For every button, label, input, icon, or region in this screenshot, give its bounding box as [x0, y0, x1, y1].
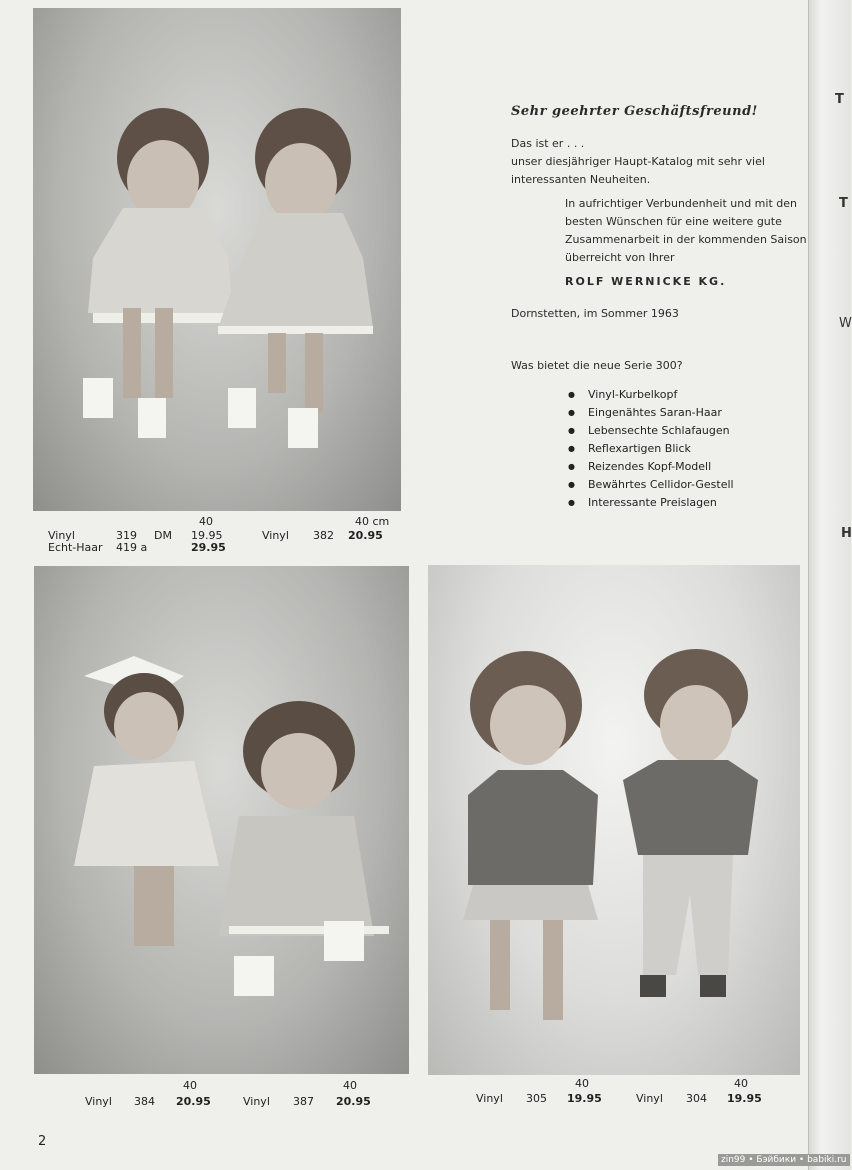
feature-item: ● Vinyl-Kurbelkopf: [568, 386, 734, 404]
photo-dolls-319-382: [33, 8, 401, 511]
caption-article-no: 319: [116, 529, 137, 542]
caption-size: 40: [575, 1077, 589, 1090]
company-name: ROLF WERNICKE KG.: [565, 275, 727, 288]
caption-size: 40 cm: [355, 515, 390, 528]
letter-line: interessanten Neuheiten.: [511, 173, 651, 186]
adjacent-page-edge: [808, 0, 851, 1170]
caption-material: Echt-Haar: [48, 541, 103, 554]
doll-illustration: [34, 566, 409, 1074]
feature-item: ● Reflexartigen Blick: [568, 440, 734, 458]
feature-item: ● Lebensechte Schlafaugen: [568, 422, 734, 440]
caption-size: 40: [734, 1077, 748, 1090]
photo-dolls-384-387: [34, 566, 409, 1074]
features-question: Was bietet die neue Serie 300?: [511, 359, 683, 372]
caption-material: Vinyl: [48, 529, 75, 542]
feature-item: ● Eingenähtes Saran-Haar: [568, 404, 734, 422]
caption-size: 40: [183, 1079, 197, 1092]
photo-dolls-305-304: [428, 565, 800, 1075]
caption-price: 20.95: [336, 1095, 371, 1108]
caption-material: Vinyl: [85, 1095, 112, 1108]
edge-letter: T: [839, 196, 848, 211]
caption-price: 19.95: [567, 1092, 602, 1105]
caption-article-no: 305: [526, 1092, 547, 1105]
caption-size: 40: [343, 1079, 357, 1092]
caption-article-no: 419 a: [116, 541, 148, 554]
caption-price: 19.95: [191, 529, 223, 542]
caption-material: Vinyl: [476, 1092, 503, 1105]
page-number: 2: [38, 1134, 47, 1149]
place-date: Dornstetten, im Sommer 1963: [511, 307, 679, 320]
caption-material: Vinyl: [636, 1092, 663, 1105]
letter-line: unser diesjähriger Haupt-Katalog mit sehr viel: [511, 155, 765, 168]
caption-material: Vinyl: [262, 529, 289, 542]
letter-line: besten Wünschen für eine weitere gute: [565, 215, 782, 228]
feature-item: ● Interessante Preislagen: [568, 494, 734, 512]
edge-letter: W: [839, 316, 852, 331]
feature-list: [568, 386, 734, 512]
caption-size: 40: [199, 515, 213, 528]
caption-currency: DM: [154, 529, 172, 542]
feature-item: ● Reizendes Kopf-Modell: [568, 458, 734, 476]
caption-article-no: 384: [134, 1095, 155, 1108]
caption-price: 29.95: [191, 541, 226, 554]
caption-price: 20.95: [348, 529, 383, 542]
feature-item: ● Bewährtes Cellidor-Gestell: [568, 476, 734, 494]
caption-article-no: 382: [313, 529, 334, 542]
letter-greeting: Sehr geehrter Geschäftsfreund!: [511, 104, 758, 119]
edge-letter: T: [835, 92, 844, 107]
caption-article-no: 304: [686, 1092, 707, 1105]
letter-line: Das ist er . . .: [511, 137, 585, 150]
caption-article-no: 387: [293, 1095, 314, 1108]
caption-material: Vinyl: [243, 1095, 270, 1108]
letter-line: überreicht von Ihrer: [565, 251, 675, 264]
doll-illustration: [33, 8, 401, 511]
doll-illustration: [428, 565, 800, 1075]
letter-line: Zusammenarbeit in der kommenden Saison: [565, 233, 807, 246]
caption-price: 19.95: [727, 1092, 762, 1105]
watermark: zin99 • Бэйбики • babiki.ru: [718, 1154, 850, 1166]
caption-price: 20.95: [176, 1095, 211, 1108]
letter-line: In aufrichtiger Verbundenheit und mit den: [565, 197, 797, 210]
edge-letter: H: [841, 526, 852, 541]
